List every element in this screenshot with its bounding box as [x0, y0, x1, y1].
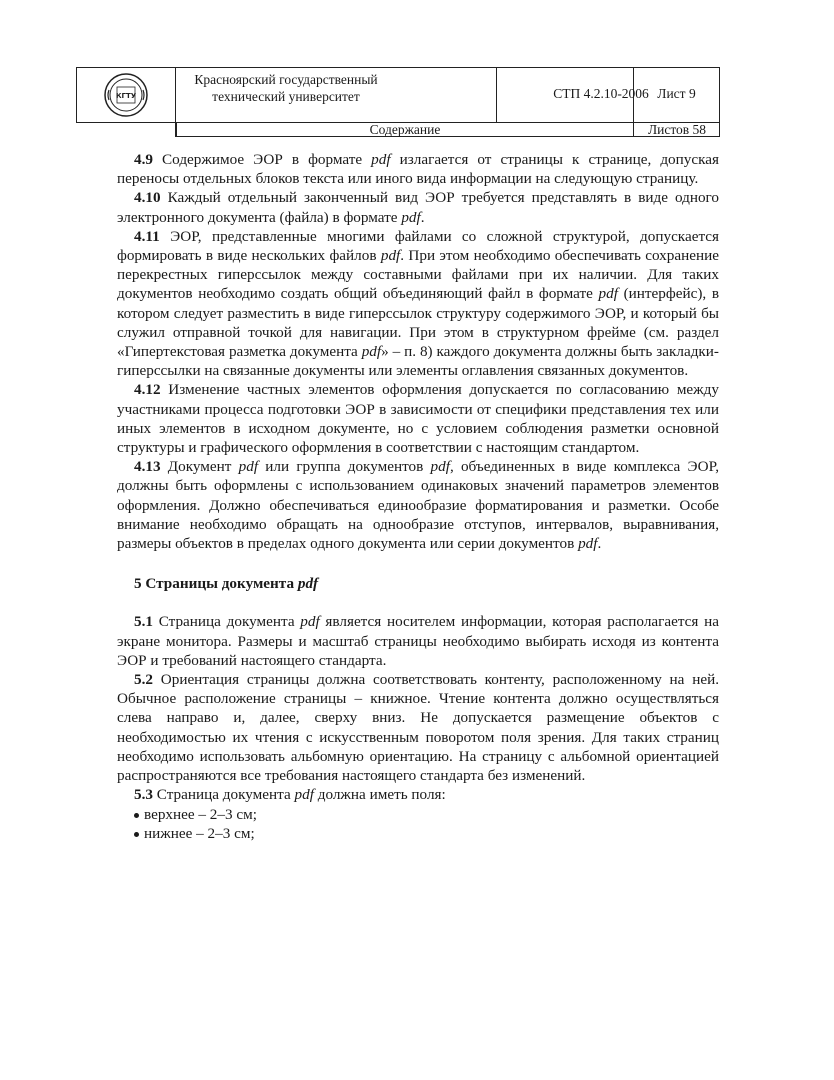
- paragraph-5-3: 5.3 Страница документа pdf должна иметь поля:: [134, 786, 446, 804]
- bullet-icon: [134, 832, 139, 837]
- bullet-item: верхнее – 2–3 см;: [117, 805, 719, 824]
- paragraph-4-9: 4.9 Содержимое ЭОР в формате pdf излагается от страницы к странице, допуская переносы отдельных блоков текста или иного вида информации на следующую страницу.: [117, 151, 719, 188]
- university-name: Красноярский государственный технический университет: [194, 72, 378, 104]
- paragraph-5-1: 5.1 Страница документа pdf является носителем информации, которая располагается на экране монитора. Размеры и масштаб страницы необходимо выбирать исходя из контента ЭОР и требований настоящего стандарта.: [117, 613, 719, 669]
- section-title: Содержание: [369, 122, 441, 137]
- bullet-item: нижнее – 2–3 см;: [117, 824, 719, 843]
- paragraph-4-10: 4.10 Каждый отдельный законченный вид ЭОР требуется представлять в виде одного электронного документа (файла) в формате pdf.: [117, 189, 719, 226]
- bullet-icon: [134, 813, 139, 818]
- section-5-heading: 5 Страницы документа pdf: [134, 575, 319, 593]
- university-logo: [103, 72, 149, 118]
- paragraph-5-2: 5.2 Ориентация страницы должна соответствовать контенту, расположенному на ней. Обычное расположение страницы – книжное. Чтение контента должно осуществляться слева направо и, далее, сверху вниз. Не допускается размещение объектов с необходимостью их чтения с искусственным поворотом поля зрения. Для таких страниц необходимо использовать альбомную ориентацию. На страницу с альбомной ориентацией распространяются все требования настоящего стандарта без изменений.: [117, 671, 719, 785]
- logo-text: КГТУ: [115, 92, 137, 100]
- document-header: [76, 67, 720, 137]
- paragraph-4-12: 4.12 Изменение частных элементов оформления допускается по согласованию между участниками процесса подготовки ЭОР в зависимости от специфики представления тех или иных элементов в исходном документе, но с условием соблюдения разметки основной структуры и графического оформления в соответствии с настоящим стандартом.: [117, 381, 719, 457]
- logo-cell: [76, 67, 176, 123]
- sheets-total: Листов 58: [647, 122, 707, 137]
- sheet-number: Лист 9: [657, 86, 696, 101]
- document-body: [117, 150, 719, 843]
- paragraph-4-13: 4.13 Документ pdf или группа документов pdf, объединенных в виде комплекса ЭОР, должны быть оформлены с использованием одинаковых значений параметров элементов оформления. Должно обеспечиваться единообразие форматирования и разметки. Особе внимание необходимо обращать на однообразие отступов, интервалов, выравнивания, размеры объектов в пределах одного документа или серии документов pdf.: [117, 458, 719, 553]
- standard-number: СТП 4.2.10-2006: [553, 86, 649, 101]
- paragraph-4-11: 4.11 ЭОР, представленные многими файлами со сложной структурой, допускается формировать в виде нескольких файлов pdf. При этом необходимо обеспечивать сохранение перекрестных гиперссылок между составными файлами при их наличии. Для таких документов необходимо создать общий объединяющий файл в формате pdf (интерфейс), в котором следует разместить в виде гиперссылок структуру содержимого ЭОР, и который бы служил отправной точкой для навигации. При этом в структурном фрейме (см. раздел «Гипертекстовая разметка документа pdf» – п. 8) каждого документа должны быть закладки-гиперссылки на связанные документы или элементы оглавления связанных документов.: [117, 227, 719, 380]
